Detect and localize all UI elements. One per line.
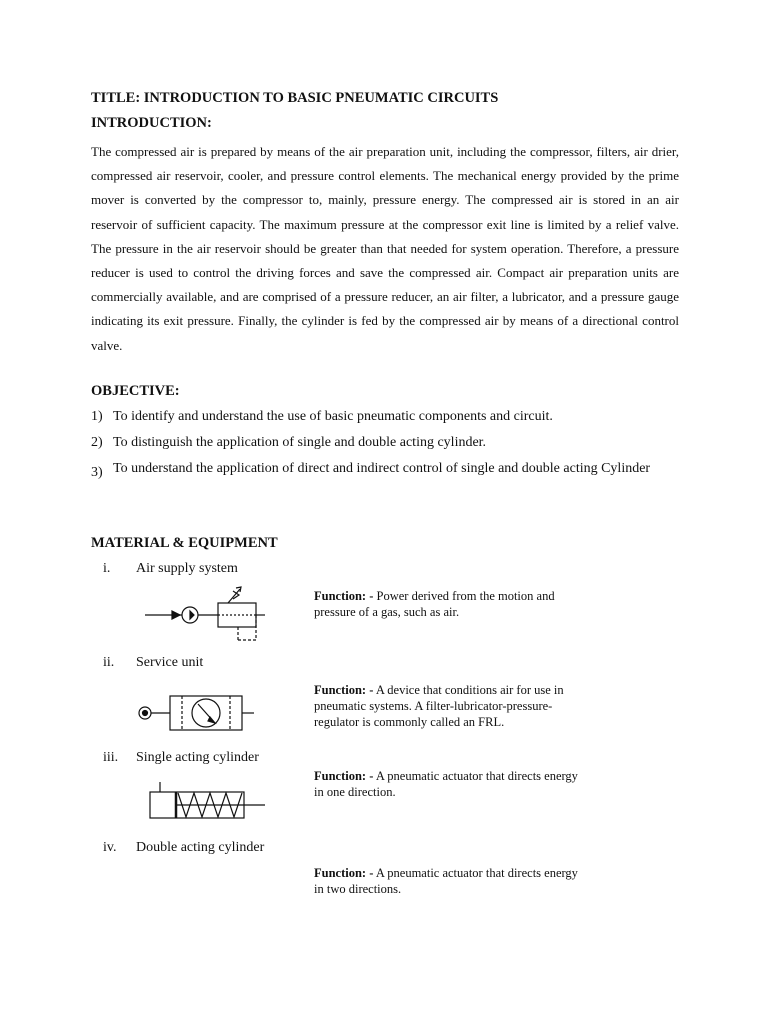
function-text: A pneumatic actuator that directs energy in two directions. (314, 866, 578, 896)
page-title: TITLE: INTRODUCTION TO BASIC PNEUMATIC CIRCUITS (91, 90, 499, 106)
function-description (314, 682, 589, 730)
objective-number: 1) (91, 409, 103, 424)
function-description (314, 768, 589, 800)
objective-heading: OBJECTIVE: (91, 383, 180, 399)
function-description (314, 588, 589, 620)
material-item-name: Double acting cylinder (136, 840, 265, 855)
material-item-number: iv. (103, 840, 117, 855)
function-label: Function: - (314, 589, 374, 603)
material-item-name: Service unit (136, 655, 204, 670)
material-item-name: Single acting cylinder (136, 750, 259, 765)
material-item-name: Air supply system (136, 561, 238, 576)
function-label: Function: - (314, 866, 374, 880)
material-item-number: i. (103, 561, 111, 576)
air-supply-symbol (140, 585, 270, 645)
objective-number: 2) (91, 435, 103, 450)
objective-text: To identify and understand the use of basic pneumatic components and circuit. (113, 409, 553, 424)
service-unit-symbol (132, 690, 262, 736)
single-acting-cylinder-symbol (140, 778, 270, 824)
material-heading: MATERIAL & EQUIPMENT (91, 535, 278, 551)
material-item-number: iii. (103, 750, 119, 765)
function-text: A device that conditions air for use in pneumatic systems. A filter-lubricator-pressure-regulator is commonly called an FRL. (314, 683, 564, 729)
introduction-heading: INTRODUCTION: (91, 115, 212, 131)
function-text: A pneumatic actuator that directs energy in one direction. (314, 769, 578, 799)
objective-text: To distinguish the application of single and double acting cylinder. (113, 435, 487, 450)
introduction-paragraph: The compressed air is prepared by means of the air preparation unit, including the compressor, filters, air drier, compressed air reservoir, cooler, and pressure control elements. The mechanical energy provided by the prime mover is converted by the compressor to, mainly, pressure energy. The compressed air is stored in an air reservoir of sufficient capacity. The maximum pressure at the compressor exit line is limited by a relief valve. The pressure in the air reservoir should be greater than that needed for system operation. Therefore, a pressure reducer is used to control the driving forces and save the compressed air. Compact air preparation units are commercially available, and are comprised of a pressure reducer, an air filter, a lubricator, and a pressure gauge indicating its exit pressure. Finally, the cylinder is fed by the compressed air by means of a directional control valve. (91, 144, 679, 353)
objective-number: 3) (91, 465, 103, 480)
material-item-number: ii. (103, 655, 115, 670)
function-text: Power derived from the motion and pressure of a gas, such as air. (314, 589, 555, 619)
objective-text: To understand the application of direct and indirect control of single and double acting Cylinder (113, 461, 651, 476)
function-label: Function: - (314, 683, 374, 697)
function-label: Function: - (314, 769, 374, 783)
function-description (314, 865, 589, 897)
